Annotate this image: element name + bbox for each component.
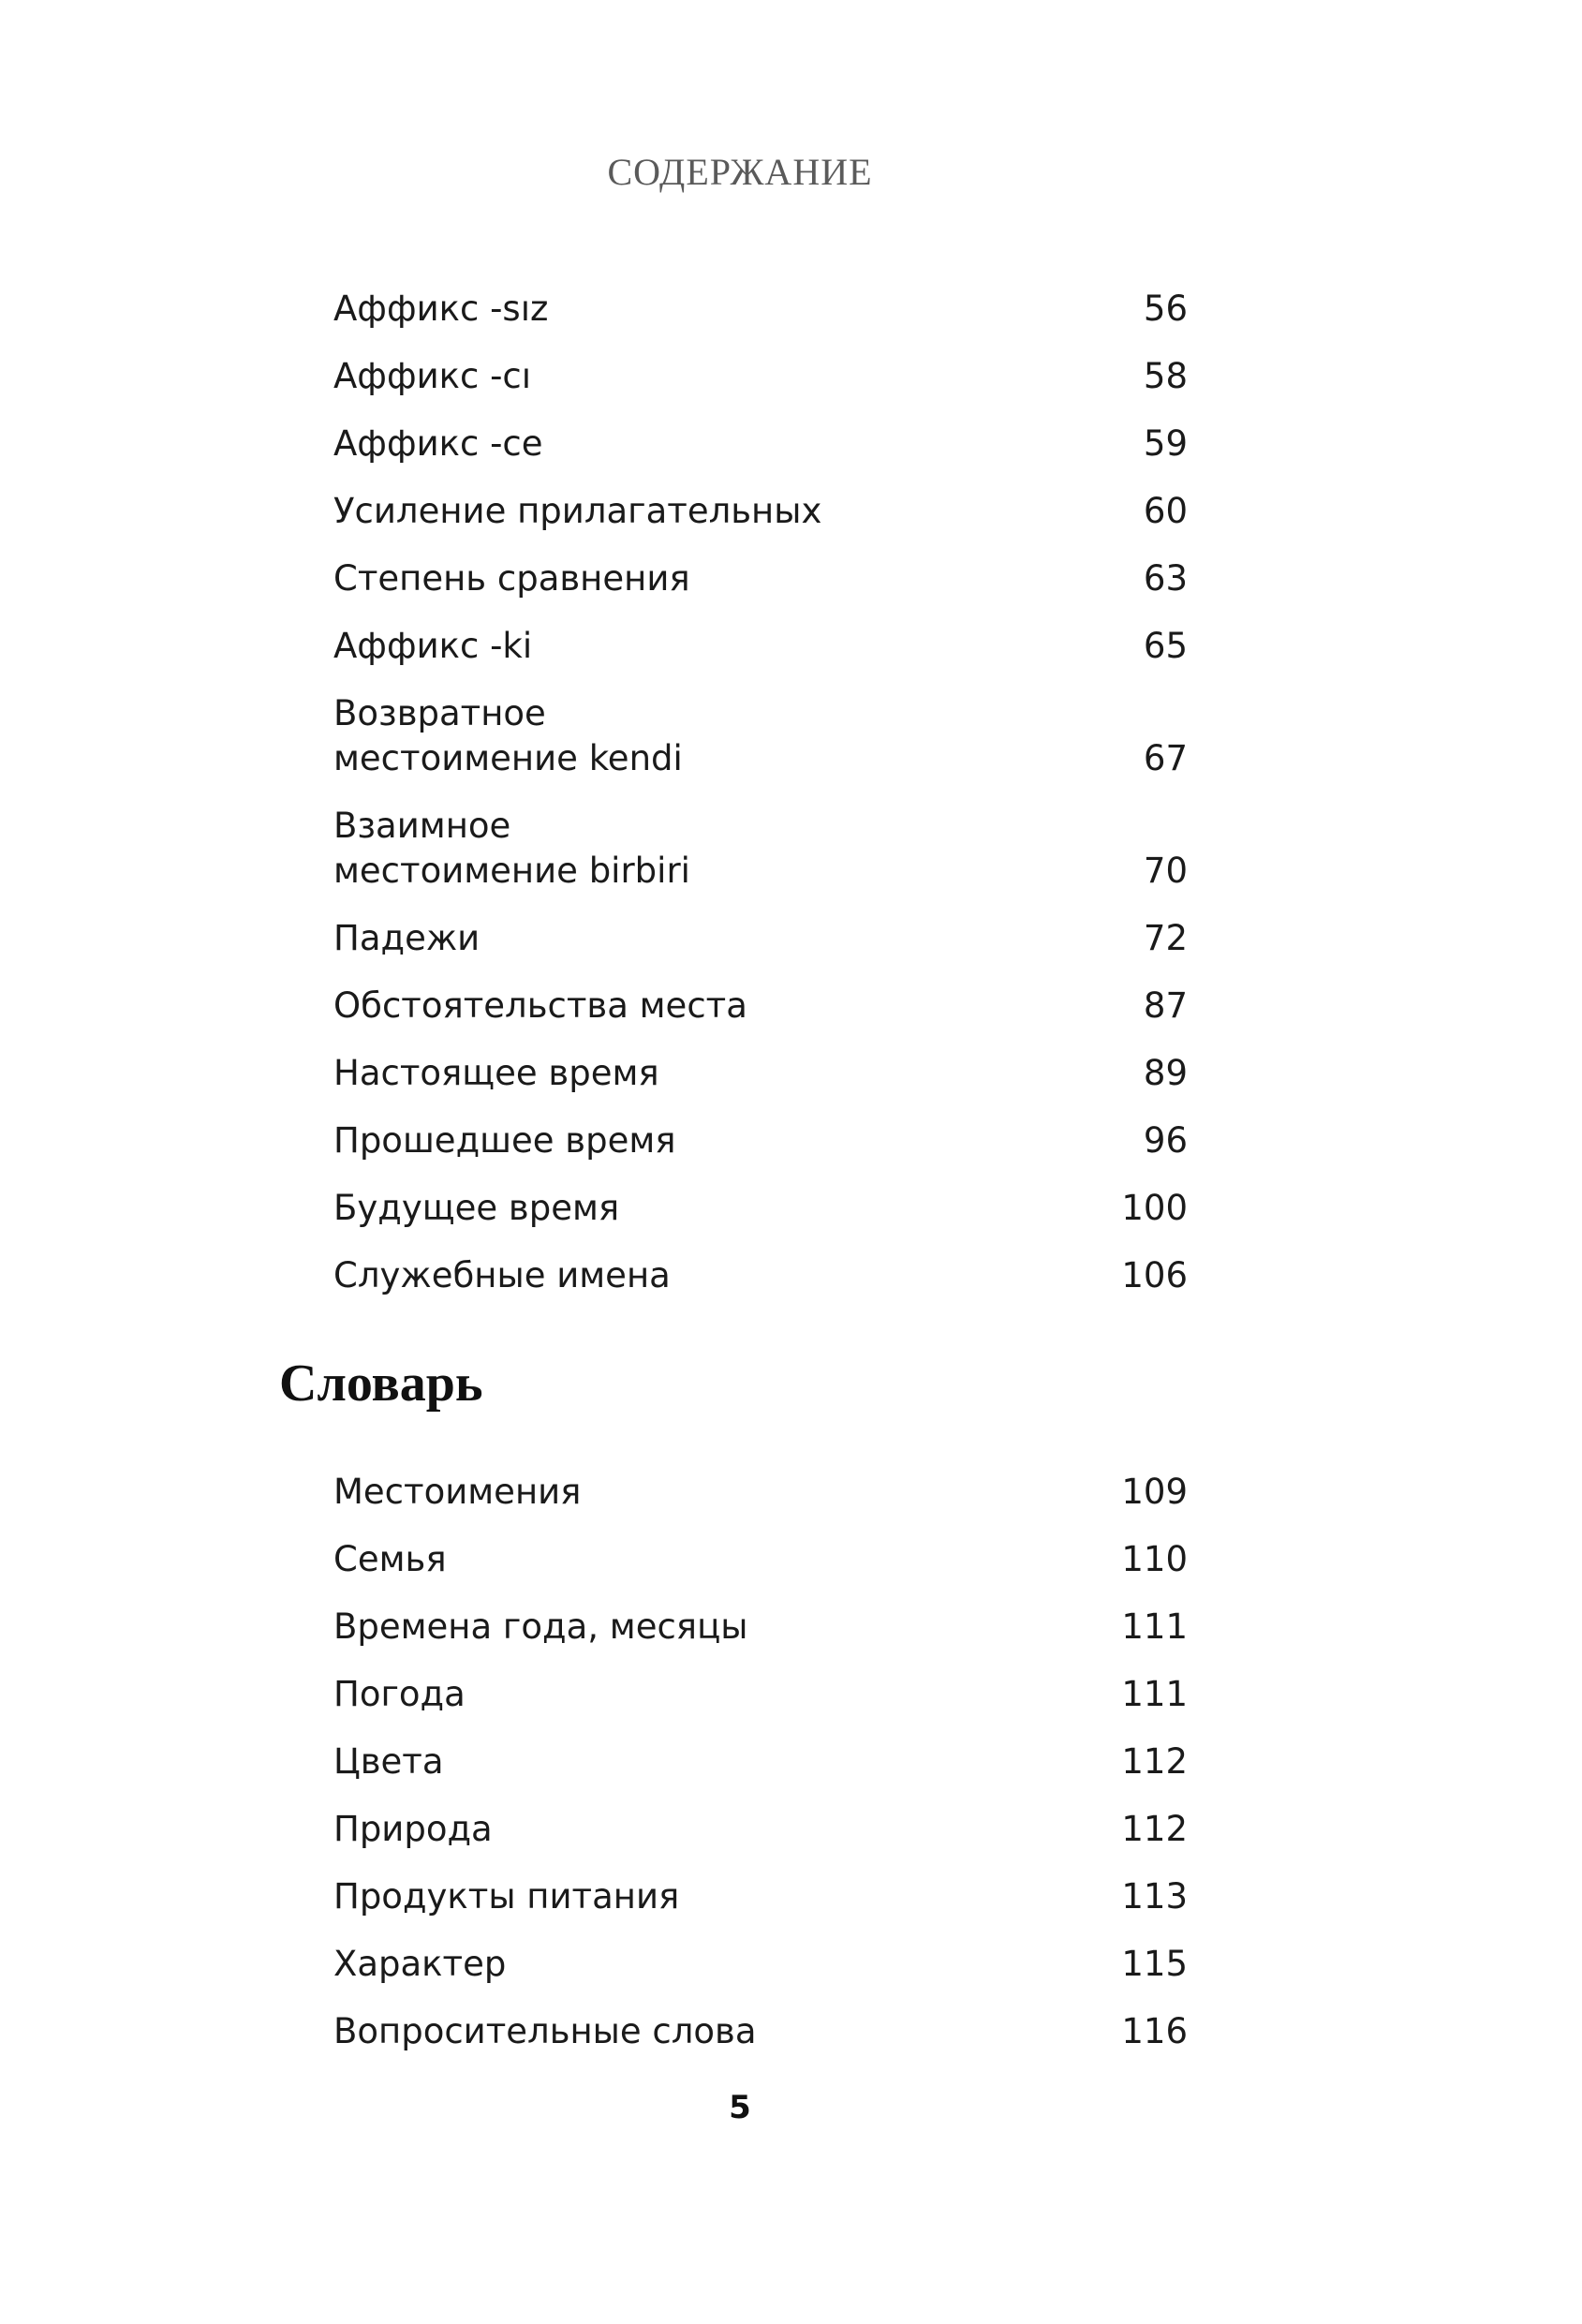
toc-entry[interactable] <box>333 1447 1188 1515</box>
toc-entry-title: Погода <box>333 1674 466 1714</box>
toc-entry-title: Времена года, месяцы <box>333 1606 748 1647</box>
toc-entry[interactable] <box>333 669 1188 781</box>
toc-entry[interactable] <box>333 1582 1188 1650</box>
toc-entry-page: 60 <box>1143 491 1188 531</box>
toc-entry-page: 58 <box>1143 356 1188 396</box>
toc-entry-title: Продукты питания <box>333 1876 680 1917</box>
toc-entry[interactable] <box>333 399 1188 466</box>
toc-entry[interactable] <box>333 264 1188 332</box>
toc-entry[interactable] <box>333 1029 1188 1096</box>
toc-entry-page: 56 <box>1143 289 1188 329</box>
toc-entry[interactable] <box>333 1650 1188 1717</box>
toc-entry-page: 63 <box>1143 558 1188 599</box>
toc-entry-page: 67 <box>1143 738 1188 778</box>
toc-entry-page: 111 <box>1121 1674 1188 1714</box>
toc-entry-page: 112 <box>1121 1741 1188 1782</box>
toc-entry-page: 87 <box>1143 985 1188 1026</box>
toc-entry[interactable] <box>333 1919 1188 1987</box>
toc-entry[interactable] <box>333 1163 1188 1231</box>
toc-entry-page: 96 <box>1143 1120 1188 1161</box>
toc-entry-page: 100 <box>1121 1188 1188 1228</box>
toc-entry-title: Настоящее время <box>333 1053 659 1093</box>
toc-entry-title: Падежи <box>333 918 481 958</box>
section-heading: Словарь <box>279 1354 483 1413</box>
toc-entry-title: Семья <box>333 1539 447 1579</box>
toc-entry-page: 72 <box>1143 918 1188 958</box>
toc-entry[interactable] <box>333 1852 1188 1919</box>
toc-entry-title: Взаимное местоимение birbiri <box>333 806 690 891</box>
toc-entry-page: 70 <box>1143 851 1188 891</box>
toc-entry[interactable] <box>333 781 1188 894</box>
toc-entry-title: Усиление прилагательных <box>333 491 822 531</box>
toc-entry-title: Местоимения <box>333 1472 582 1512</box>
toc-entry-title: Служебные имена <box>333 1255 671 1295</box>
toc-entry[interactable] <box>333 1515 1188 1582</box>
toc-entry-title: Аффикс -ki <box>333 626 533 666</box>
toc-entry-title: Возвратное местоимение kendi <box>333 693 683 778</box>
toc-entry-page: 106 <box>1121 1255 1188 1295</box>
toc-entry-title: Аффикс -ce <box>333 423 543 464</box>
toc-entry[interactable] <box>333 1784 1188 1852</box>
toc-entry-page: 110 <box>1121 1539 1188 1579</box>
toc-entry-page: 109 <box>1121 1472 1188 1512</box>
toc-entry-title: Будущее время <box>333 1188 620 1228</box>
toc-entry[interactable] <box>333 1231 1188 1298</box>
toc-entry-title: Характер <box>333 1944 507 1984</box>
toc-entry[interactable] <box>333 961 1188 1029</box>
toc-entry[interactable] <box>333 1987 1188 2054</box>
toc-entry-page: 89 <box>1143 1053 1188 1093</box>
toc-entry-title: Степень сравнения <box>333 558 690 599</box>
toc-entry-page: 112 <box>1121 1809 1188 1849</box>
toc-entry-page: 59 <box>1143 423 1188 464</box>
running-head: СОДЕРЖАНИЕ <box>607 151 873 193</box>
toc-entry-title: Аффикс -sız <box>333 289 549 329</box>
toc-entry-title: Цвета <box>333 1741 444 1782</box>
toc-entry[interactable] <box>333 534 1188 601</box>
toc-entry-page: 111 <box>1121 1606 1188 1647</box>
toc-entry-title: Вопросительные слова <box>333 2011 757 2051</box>
toc-entry[interactable] <box>333 1096 1188 1163</box>
toc-entry[interactable] <box>333 1717 1188 1784</box>
toc-list <box>333 1447 1188 2054</box>
toc-entry-page: 65 <box>1143 626 1188 666</box>
page-number: 5 <box>729 2089 751 2126</box>
toc-entry-page: 115 <box>1121 1944 1188 1984</box>
toc-entry-page: 116 <box>1121 2011 1188 2051</box>
toc-entry[interactable] <box>333 466 1188 534</box>
toc-entry-title: Природа <box>333 1809 493 1849</box>
toc-entry-title: Обстоятельства места <box>333 985 747 1026</box>
toc-entry-title: Аффикс -cı <box>333 356 532 396</box>
toc-entry-title: Прошедшее время <box>333 1120 676 1161</box>
toc-entry[interactable] <box>333 601 1188 669</box>
toc-entry-page: 113 <box>1121 1876 1188 1917</box>
toc-list <box>333 264 1188 1298</box>
toc-entry[interactable] <box>333 894 1188 961</box>
toc-entry[interactable] <box>333 332 1188 399</box>
